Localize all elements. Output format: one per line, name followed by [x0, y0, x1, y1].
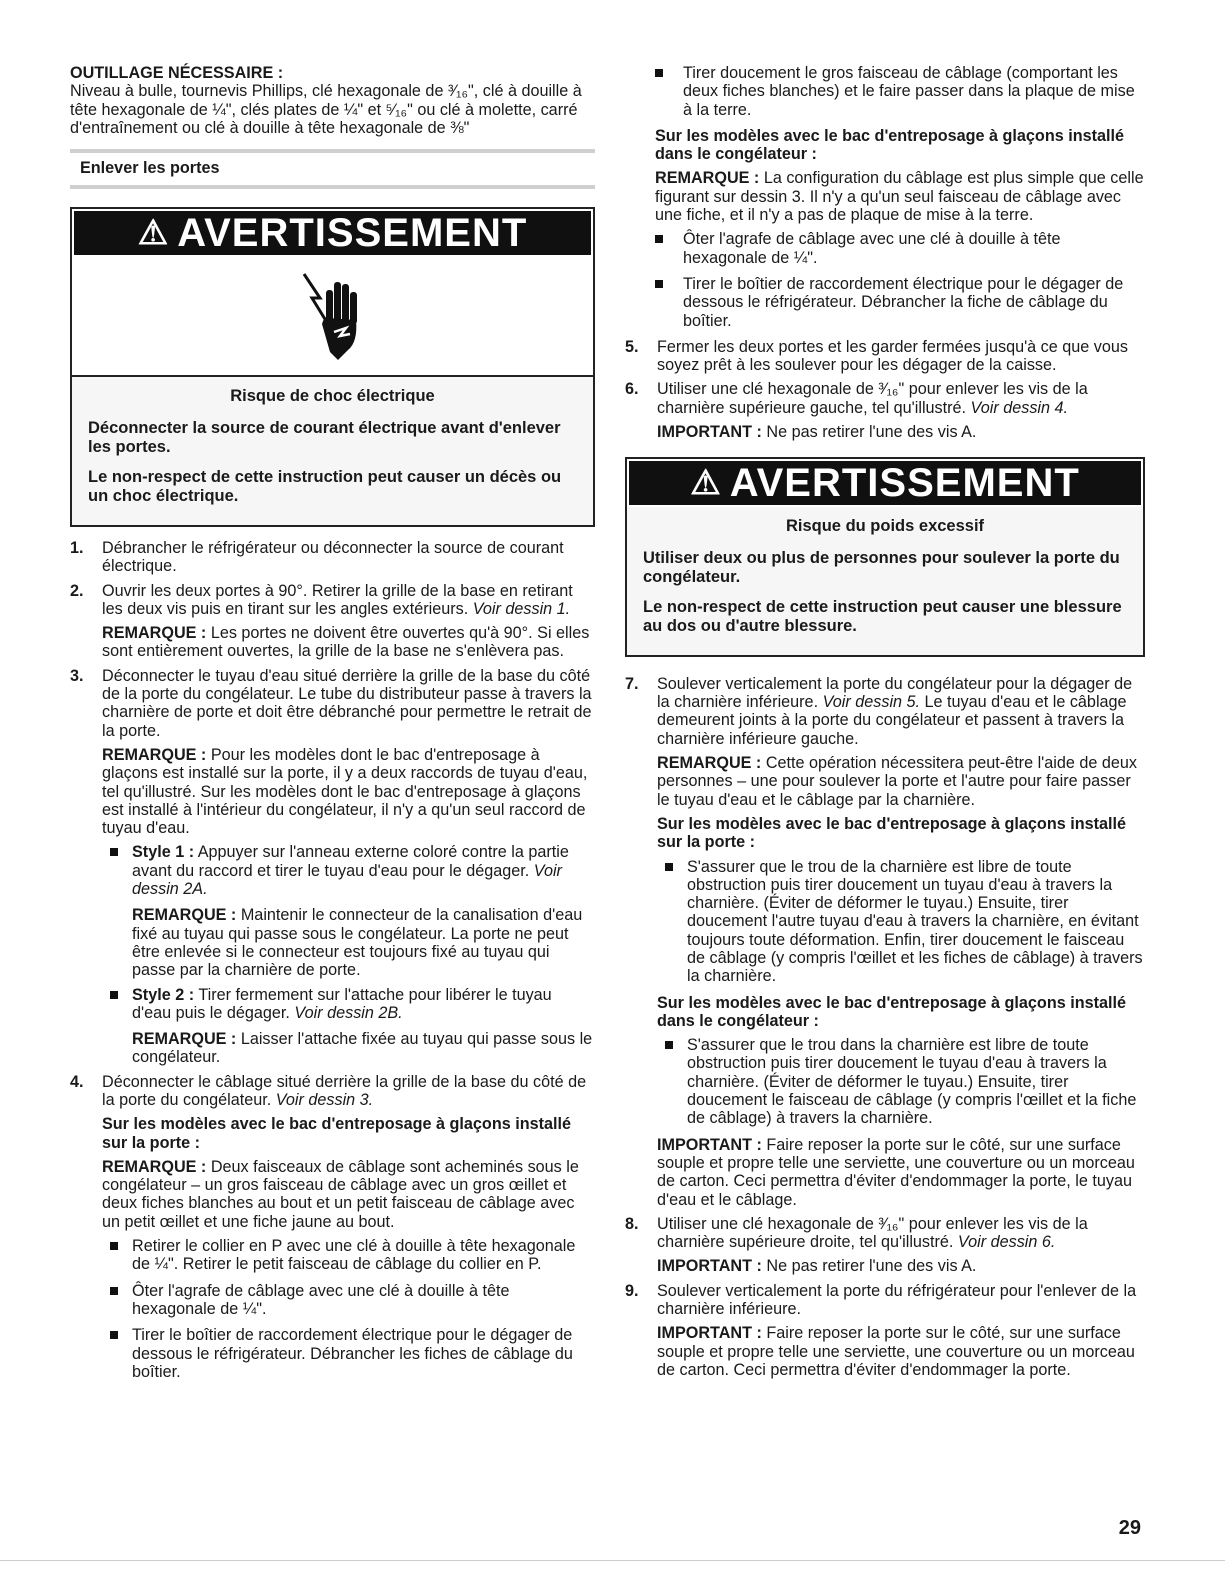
bullet-item: Ôter l'agrafe de câblage avec une clé à douille à tête hexagonale de ¼".	[70, 1282, 595, 1319]
step-5: 5. Fermer les deux portes et les garder fermées jusqu'à ce que vous soyez prêt à les soulever pour les dégager de la caisse.	[625, 337, 1128, 375]
bullet-icon	[655, 280, 663, 288]
warning-line: Utiliser deux ou plus de personnes pour soulever la porte du congélateur.	[643, 548, 1120, 587]
subheading: Sur les modèles avec le bac d'entreposage à glaçons installé dans le congélateur :	[655, 126, 1124, 164]
warning-title: Risque du poids excessif	[785, 517, 985, 536]
bullet-item: Retirer le collier en P avec une clé à douille à tête hexagonale de ¼". Retirer le petit faisceau de câblage du collier en P.	[70, 1237, 595, 1274]
bullet-icon	[665, 863, 673, 871]
warning-banner: ⚠ AVERTISSEMENT	[72, 209, 593, 257]
bullet-item: Tirer le boîtier de raccordement électrique pour le dégager de dessous le réfrigérateur. Débrancher la fiche de câblage du boîtier.	[625, 275, 1145, 330]
step-8: 8. Utiliser une clé hexagonale de ³⁄₁₆" pour enlever les vis de la charnière supérieure droite, tel qu'illustré. Voir dessin 6.	[625, 1214, 1088, 1252]
step-3-note: REMARQUE : Pour les modèles dont le bac d'entreposage à glaçons est installé sur la porte, il y a deux raccords de tuyau d'eau, tel qu'illustré. Sur les modèles dont le bac d'entreposage à glaçons est installé à l'intérieur du congélateur, il n'y a qu'un seul raccord de tuyau d'eau.	[102, 745, 588, 838]
step-4: 4. Déconnecter le câblage situé derrière la grille de la base du côté de la porte du congélateur. Voir dessin 3.	[70, 1072, 587, 1109]
bullet-icon	[110, 848, 118, 856]
bullet-icon	[655, 235, 663, 243]
bullet-item: Ôter l'agrafe de câblage avec une clé à douille à tête hexagonale de ¼".	[625, 230, 1145, 267]
warning-title: Risque de choc électrique	[230, 387, 435, 406]
bullet-icon	[110, 1331, 118, 1339]
bottom-divider	[0, 1560, 1225, 1561]
step-6-important: IMPORTANT : Ne pas retirer l'une des vis A.	[657, 423, 977, 442]
step-7: 7. Soulever verticalement la porte du congélateur pour la dégager de la charnière inférieure. Voir dessin 5. Le tuyau d'eau et le câblage demeurent joints à la porte du congélateur et passent à travers la charnière inférieure gauche.	[625, 674, 1133, 748]
bullet-icon	[110, 991, 118, 999]
step-2: 2. Ouvrir les deux portes à 90°. Retirer la grille de la base en retirant les deux vis puis en tirant sur les angles extérieurs. Voir dessin 1.	[70, 581, 573, 618]
bullet-icon	[665, 1041, 673, 1049]
warning-triangle-icon: ⚠	[137, 214, 170, 253]
important-note: IMPORTANT : Faire reposer la porte sur le côté, sur une surface souple et propre telle une serviette, une couverture ou un morceau de carton. Ceci permettra d'éviter d'endommager la porte.	[657, 1324, 1135, 1379]
step-9: 9. Soulever verticalement la porte du réfrigérateur pour l'enlever de la charnière inférieure.	[625, 1281, 1137, 1319]
step-3: 3. Déconnecter le tuyau d'eau situé derrière la grille de la base du côté de la porte du congélateur. Le tube du distributeur passe à travers la charnière de porte et doit être débranché pour permettre le retrait de la porte.	[70, 666, 592, 740]
warning-line: Le non-respect de cette instruction peut causer une blessure au dos ou d'autre blessure.	[643, 597, 1122, 636]
step-4-heading: Sur les modèles avec le bac d'entreposage à glaçons installé sur la porte :	[102, 1115, 571, 1152]
bullet-icon	[110, 1242, 118, 1250]
left-column	[70, 64, 595, 1389]
warning-line: Déconnecter la source de courant électrique avant d'enlever les portes.	[88, 418, 561, 457]
warning-banner: ⚠ AVERTISSEMENT	[627, 459, 1143, 507]
bullet-icon	[655, 69, 663, 77]
warning-body	[627, 507, 1143, 655]
right-column	[625, 64, 1145, 1385]
warning-triangle-icon: ⚠	[690, 464, 722, 503]
style-2-note: REMARQUE : Laisser l'attache fixée au tuyau qui passe sous le congélateur.	[132, 1030, 593, 1067]
electric-shock-hand-icon	[72, 257, 593, 377]
bullet-item: Tirer doucement le gros faisceau de câblage (comportant les deux fiches blanches) et le faire passer dans la plaque de mise à la terre.	[625, 64, 1145, 119]
bullet-item: Tirer le boîtier de raccordement électrique pour le dégager de dessous le réfrigérateur. Débrancher les fiches de câblage du boîtier.	[70, 1326, 595, 1381]
section-title: Enlever les portes	[70, 149, 595, 189]
step-6: 6. Utiliser une clé hexagonale de ³⁄₁₆" pour enlever les vis de la charnière supérieure gauche, tel qu'illustré. Voir dessin 4.	[625, 380, 1088, 417]
page-number: 29	[1118, 1517, 1141, 1539]
note: REMARQUE : La configuration du câblage est plus simple que celle figurant sur dessin 3. Il n'y a qu'un seul faisceau de câblage avec une fiche, et il n'y a pas de plaque de mise à la terre.	[655, 169, 1144, 225]
bullet-item: S'assurer que le trou dans la charnière est libre de toute obstruction puis tirer doucement le tuyau d'eau à travers la charnière. (Éviter de déformer le tuyau.) Ensuite, tirer doucement le faisceau de câblage (y compris l'œillet et la fiche de câblage) à travers la charnière.	[625, 1036, 1145, 1127]
bullet-item: S'assurer que le trou de la charnière est libre de toute obstruction puis tirer doucement un tuyau d'eau à travers la charnière. (Éviter de déformer le tuyau.) Ensuite, tirer doucement l'autre tuyau d'eau à travers la charnière, en évitant toujours toute déformation. Enfin, tirer doucement le faisceau de câblage (y compris l'œillet et les fiches de câblage) à travers la charnière.	[625, 858, 1145, 986]
warning-box-electric	[70, 207, 595, 527]
important-note: IMPORTANT : Faire reposer la porte sur le côté, sur une surface souple et propre telle une serviette, une couverture ou un morceau de carton. Ceci permettra d'éviter d'endommager la porte, le tuyau d'eau et le câblage.	[657, 1135, 1135, 1209]
step-8-important: IMPORTANT : Ne pas retirer l'une des vis A.	[657, 1257, 977, 1276]
step-1: 1. Débrancher le réfrigérateur ou déconnecter la source de courant électrique.	[70, 538, 564, 576]
tools-heading: OUTILLAGE NÉCESSAIRE :	[70, 64, 284, 82]
step-4-note: REMARQUE : Deux faisceaux de câblage sont acheminés sous le congélateur – un gros faisceau de câblage avec un gros œillet et deux fiches blanches au bout et un petit faisceau de câblage avec un petit œillet et une fiche jaune au bout.	[102, 1157, 579, 1231]
tools-text: Niveau à bulle, tournevis Phillips, clé hexagonale de ³⁄₁₆", clé à douille à tête hexagonale de ¼", clés plates de ¼" et ⁵⁄₁₆" ou clé à molette, carré d'entraînement ou clé à douille à tête hexagonale de ⅜"	[70, 82, 582, 137]
style-1-item: Style 1 : Appuyer sur l'anneau externe coloré contre la partie avant du raccord et tirer le tuyau d'eau pour le dégager. Voir dessin 2A.	[70, 843, 595, 898]
warning-line: Le non-respect de cette instruction peut causer un décès ou un choc électrique.	[88, 467, 562, 506]
subheading: Sur les modèles avec le bac d'entreposage à glaçons installé sur la porte :	[657, 814, 1126, 852]
subheading: Sur les modèles avec le bac d'entreposage à glaçons installé dans le congélateur :	[657, 993, 1126, 1030]
step-7-note: REMARQUE : Cette opération nécessitera peut-être l'aide de deux personnes – une pour soulever la porte et l'autre pour faire passer le tuyau d'eau et le câblage par la charnière.	[657, 754, 1137, 809]
warning-body	[72, 377, 593, 525]
bullet-icon	[110, 1287, 118, 1295]
style-1-note: REMARQUE : Maintenir le connecteur de la canalisation d'eau fixé au tuyau qui passe sous le congélateur. La porte ne peut être enlevée si le connecteur est toujours fixé au tuyau qui passe par la charnière de porte.	[132, 906, 583, 980]
style-2-item: Style 2 : Tirer fermement sur l'attache pour libérer le tuyau d'eau puis le dégager. Voir dessin 2B.	[70, 986, 595, 1023]
step-2-note: REMARQUE : Les portes ne doivent être ouvertes qu'à 90°. Si elles sont entièrement ouvertes, la grille de la base ne s'enlèvera pas.	[102, 624, 590, 661]
warning-box-weight	[625, 457, 1145, 657]
